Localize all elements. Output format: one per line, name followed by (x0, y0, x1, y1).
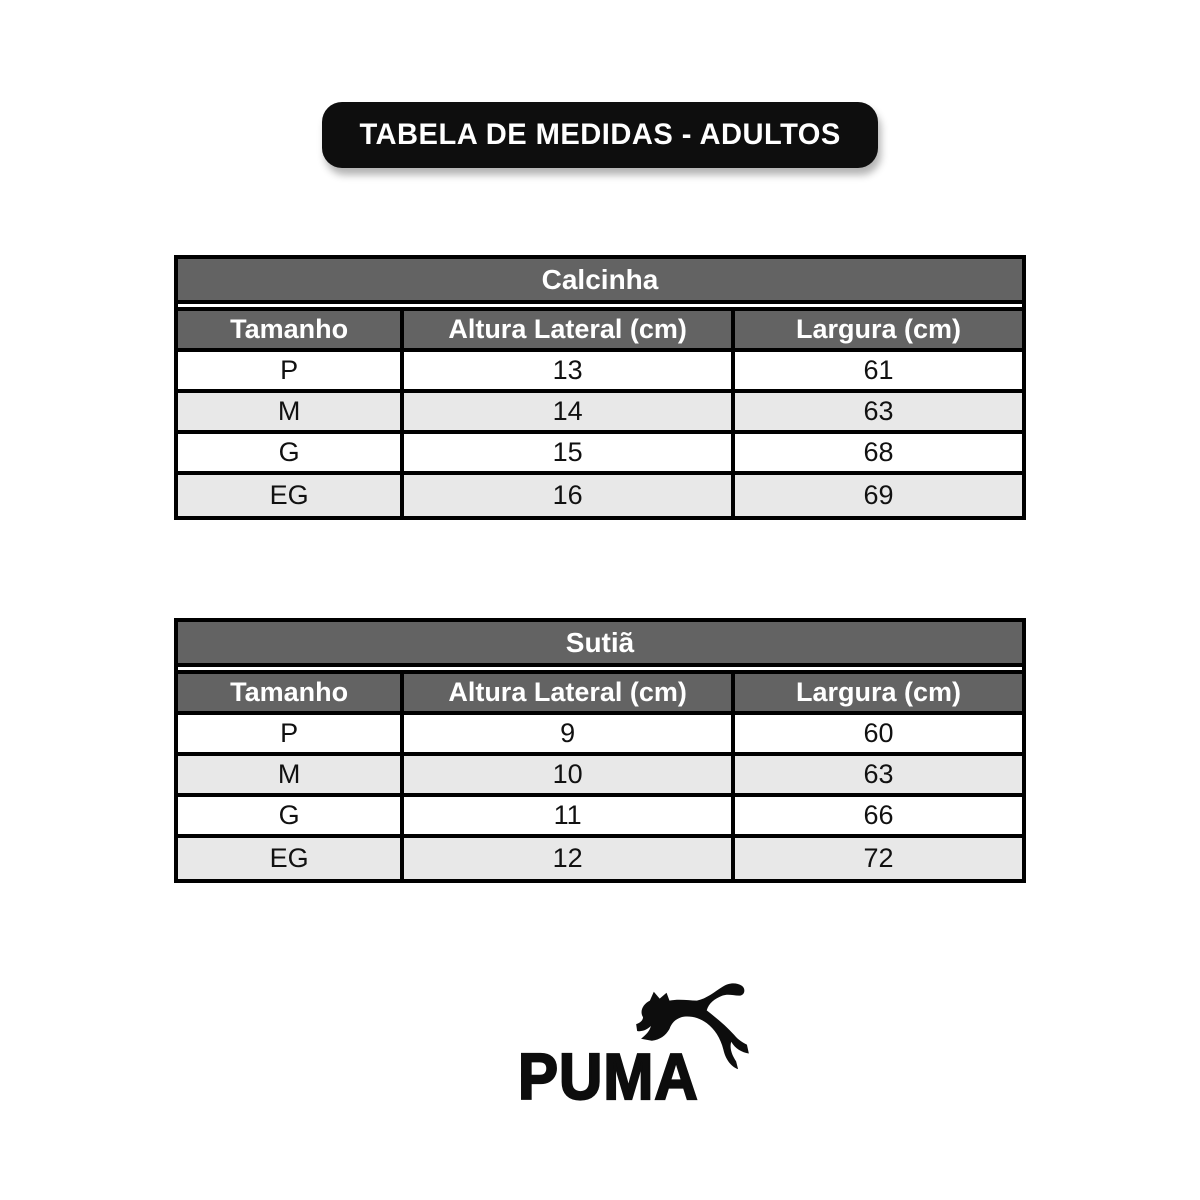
table-title-divider (178, 304, 1022, 311)
table-row (178, 393, 1022, 434)
size-cell: M (178, 393, 404, 434)
column-header: Altura Lateral (cm) (404, 311, 735, 352)
value-cell: 15 (404, 434, 735, 475)
page-title-banner (322, 102, 878, 168)
value-cell: 12 (404, 838, 735, 879)
value-cell: 69 (735, 475, 1022, 516)
size-table-calcinha (174, 255, 1026, 520)
size-table-sutia (174, 618, 1026, 883)
table-title: Calcinha (178, 259, 1022, 304)
table-row (178, 475, 1022, 516)
table-row (178, 838, 1022, 879)
value-cell: 68 (735, 434, 1022, 475)
value-cell: 60 (735, 715, 1022, 756)
size-cell: G (178, 434, 404, 475)
table-row (178, 715, 1022, 756)
puma-wordmark: PUMA (518, 1040, 699, 1113)
size-cell: P (178, 715, 404, 756)
size-cell: G (178, 797, 404, 838)
value-cell: 13 (404, 352, 735, 393)
column-header: Tamanho (178, 674, 404, 715)
value-cell: 66 (735, 797, 1022, 838)
size-cell: P (178, 352, 404, 393)
value-cell: 14 (404, 393, 735, 434)
table-title-divider (178, 667, 1022, 674)
puma-logo (518, 980, 753, 1120)
size-cell: EG (178, 838, 404, 879)
table-row (178, 434, 1022, 475)
column-header: Largura (cm) (735, 311, 1022, 352)
table-header-row (178, 674, 1022, 715)
value-cell: 63 (735, 756, 1022, 797)
value-cell: 63 (735, 393, 1022, 434)
value-cell: 61 (735, 352, 1022, 393)
table-title: Sutiã (178, 622, 1022, 667)
page-title: TABELA DE MEDIDAS - ADULTOS (359, 118, 841, 151)
table-header-row (178, 311, 1022, 352)
table-row (178, 797, 1022, 838)
table-row (178, 352, 1022, 393)
column-header: Tamanho (178, 311, 404, 352)
column-header: Altura Lateral (cm) (404, 674, 735, 715)
value-cell: 10 (404, 756, 735, 797)
table-row (178, 756, 1022, 797)
value-cell: 9 (404, 715, 735, 756)
value-cell: 11 (404, 797, 735, 838)
size-cell: M (178, 756, 404, 797)
size-cell: EG (178, 475, 404, 516)
column-header: Largura (cm) (735, 674, 1022, 715)
value-cell: 72 (735, 838, 1022, 879)
value-cell: 16 (404, 475, 735, 516)
